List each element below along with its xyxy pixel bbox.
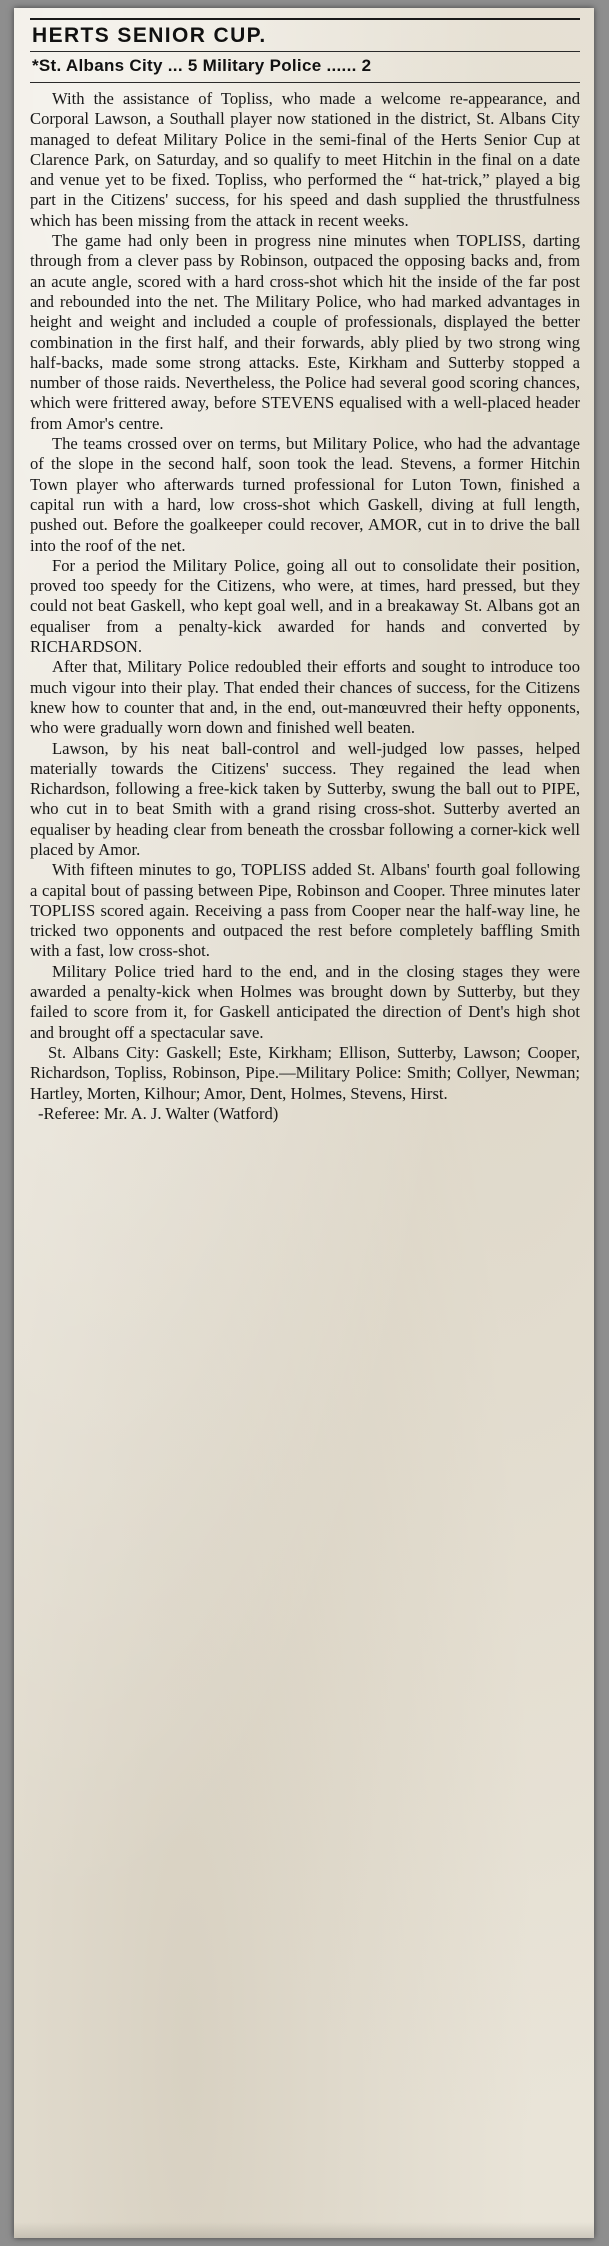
article-paragraph: With the assistance of Topliss, who made a welcome re-appearance, and Corporal Lawson, a Southall player now stationed in the district, St. Albans City managed to defeat Military Police in the semi-final of the Herts Senior Cup at Clarence Park, on Saturday, and so qualify to meet Hitchin in the final on a date and venue yet to be fixed. Topliss, who performed the “ hat-trick,” played a big part in the Citizens' success, for his speed and dash supplied the thrustfulness which has been missing from the attack in recent weeks. bbox=[30, 89, 580, 230]
team-lineups: St. Albans City: Gaskell; Este, Kirkham; Ellison, Sutterby, Lawson; Cooper, Richardson, Topliss, Robinson, Pipe.—Military Police: Smith; Collyer, Newman; Hartley, Morten, Kilhour; Amor, Dent, Holmes, Stevens, Hirst. bbox=[30, 1042, 580, 1103]
article-paragraph: The game had only been in progress nine minutes when TOPLISS, darting through from a clever pass by Robinson, outpaced the opposing backs and, from an acute angle, scored with a hard cross-shot which hit the inside of the far post and rebounded into the net. The Military Police, who had marked advantages in height and weight and included a couple of professionals, displayed the better combination in the first half, and their forwards, ably plied by two strong wing half-backs, made some strong attacks. Este, Kirkham and Sutterby stopped a number of those raids. Nevertheless, the Police had several good scoring chances, which were frittered away, before STEVENS equalised with a well-placed header from Amor's centre. bbox=[30, 231, 580, 433]
headline-rule bbox=[30, 51, 580, 52]
referee-line: -Referee: Mr. A. J. Walter (Watford) bbox=[38, 1103, 279, 1123]
page-title: HERTS SENIOR CUP. bbox=[32, 24, 267, 47]
article-paragraph: Lawson, by his neat ball-control and well-judged low passes, helped materially towards the Citizens' success. They regained the lead when Richardson, following a free-kick taken by Sutterby, swung the ball out to PIPE, who cut in to beat Smith with a grand rising cross-shot. Sutterby averted an equaliser by heading clear from beneath the crossbar following a corner-kick well placed by Amor. bbox=[30, 738, 580, 859]
newspaper-clipping bbox=[14, 8, 594, 2238]
article-paragraph: For a period the Military Police, going all out to consolidate their position, proved too speedy for the Citizens, who were, at times, hard pressed, but they could not beat Gaskell, who kept goal well, and in a breakaway St. Albans got an equaliser from a penalty-kick awarded for hands and converted by RICHARDSON. bbox=[30, 555, 580, 657]
article-paragraph: With fifteen minutes to go, TOPLISS added St. Albans' fourth goal following a capital bout of passing between Pipe, Robinson and Cooper. Three minutes later TOPLISS scored again. Receiving a pass from Cooper near the half-way line, he tricked two opponents and outpaced the rest before completely baffling Smith with a fast, low cross-shot. bbox=[30, 860, 580, 961]
article-paragraph: The teams crossed over on terms, but Military Police, who had the advantage of the slope in the second half, soon took the lead. Stevens, a former Hitchin Town player who afterwards turned professional for Luton Town, finished a capital run with a hard, low cross-shot which Gaskell, diving at full length, pushed out. Before the goalkeeper could recover, AMOR, cut in to drive the ball into the roof of the net. bbox=[30, 434, 580, 555]
top-rule bbox=[30, 18, 580, 20]
scoreline-rule bbox=[30, 82, 580, 83]
paper-bottom-edge bbox=[14, 2222, 594, 2238]
article-paragraph: Military Police tried hard to the end, and in the closing stages they were awarded a penalty-kick when Holmes was brought down by Sutterby, but they failed to score from it, for Gaskell anticipated the direction of Dent's high shot and brought off a spectacular save. bbox=[30, 961, 580, 1042]
article-paragraph: After that, Military Police redoubled their efforts and sought to introduce too much vigour into their play. That ended their chances of success, for the Citizens knew how to counter that and, in the end, out-manœuvred their hefty opponents, who were gradually worn down and finished well beaten. bbox=[30, 657, 580, 738]
scoreline: *St. Albans City ... 5 Military Police ...... 2 bbox=[32, 56, 372, 75]
